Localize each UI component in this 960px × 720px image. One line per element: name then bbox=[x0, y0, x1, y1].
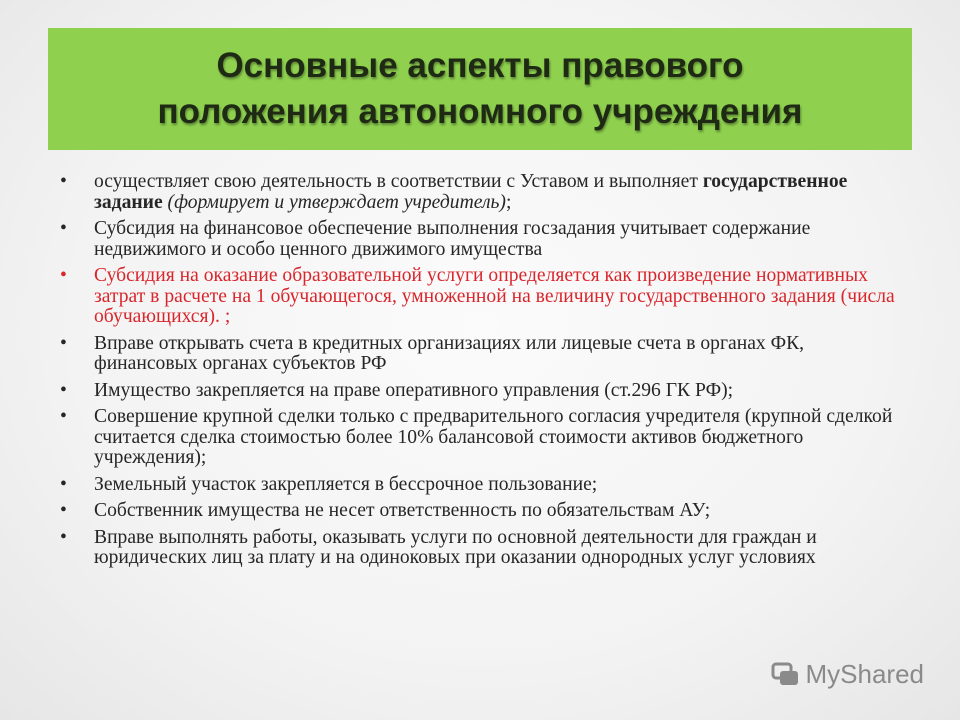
list-item bbox=[60, 381, 910, 402]
bullet-icon: • bbox=[60, 332, 67, 354]
myshared-logo-icon bbox=[770, 660, 800, 690]
item-text: Субсидия на оказание образовательной услуги определяется как произведение нормативных затрат в расчете на 1 обучающегося, умноженной на величину государственного задания (числа обучающихся). ; bbox=[94, 265, 895, 327]
bullet-icon: • bbox=[60, 171, 67, 192]
bullet-list bbox=[60, 172, 910, 575]
item-text-bold: государственное задание bbox=[94, 171, 848, 213]
list-item bbox=[60, 219, 910, 260]
list-item bbox=[60, 475, 910, 496]
watermark[interactable] bbox=[770, 659, 925, 690]
bullet-icon: • bbox=[60, 379, 67, 401]
list-item bbox=[60, 501, 910, 522]
item-text-italic: (формирует и утверждает учредитель) bbox=[162, 191, 506, 213]
slide-title-line-1: Основные аспекты правового bbox=[216, 46, 744, 85]
item-text-end: ; bbox=[505, 191, 512, 213]
list-item bbox=[60, 528, 910, 569]
item-text: Земельный участок закрепляется в бессрочное пользование; bbox=[94, 473, 598, 495]
bullet-icon: • bbox=[60, 265, 67, 286]
bullet-icon: • bbox=[60, 218, 67, 239]
bullet-icon: • bbox=[60, 526, 67, 548]
item-text: Совершение крупной сделки только с предварительного согласия учредителя (крупной сделкой считается сделка стоимостью более 10% балансовой стоимости активов бюджетного учреждения); bbox=[94, 406, 893, 468]
item-text: Имущество закрепляется на праве оперативного управления (ст.296 ГК РФ); bbox=[94, 379, 734, 401]
list-item-highlighted bbox=[60, 266, 910, 328]
bullet-icon: • bbox=[60, 406, 67, 427]
item-text: Вправе открывать счета в кредитных организациях или лицевые счета в органах ФК, финансовых органах субъектов РФ bbox=[94, 332, 805, 374]
slide-title-line-2: положения автономного учреждения bbox=[157, 92, 803, 131]
item-text: осуществляет свою деятельность в соответствии с Уставом и выполняет bbox=[94, 171, 703, 192]
item-text: Собственник имущества не несет ответственность по обязательствам АУ; bbox=[94, 500, 711, 521]
list-item bbox=[60, 334, 910, 375]
watermark-text: MyShared bbox=[805, 659, 924, 689]
bullet-icon: • bbox=[60, 500, 67, 521]
item-text: Вправе выполнять работы, оказывать услуги по основной деятельности для граждан и юридических лиц за плату и на одиноковых при оказании однородных услуг условиях bbox=[94, 526, 817, 568]
list-item bbox=[60, 407, 910, 469]
bullet-icon: • bbox=[60, 473, 67, 495]
title-banner bbox=[48, 28, 912, 150]
list-item bbox=[60, 172, 910, 213]
item-text: Субсидия на финансовое обеспечение выполнения госзадания учитывает содержание недвижимого и особо ценного движимого имущества bbox=[94, 218, 811, 260]
